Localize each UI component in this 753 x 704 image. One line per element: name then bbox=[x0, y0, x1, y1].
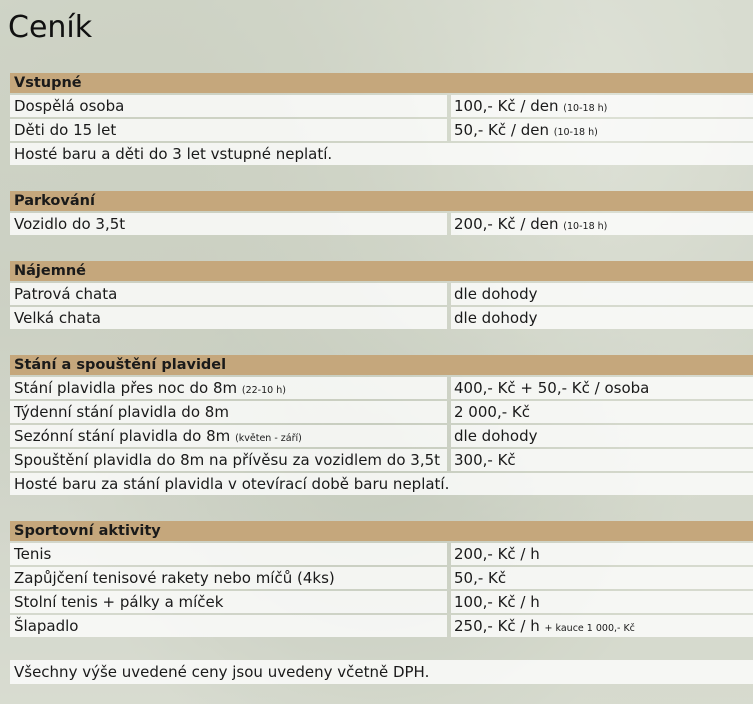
section-note: Hosté baru a děti do 3 let vstupné neplatí. bbox=[10, 143, 753, 165]
row-label: Vozidlo do 3,5t bbox=[10, 213, 447, 235]
table-row bbox=[10, 401, 753, 423]
section-heading: Stání a spouštění plavidel bbox=[10, 355, 753, 375]
section-heading: Parkování bbox=[10, 191, 753, 211]
section-najemne bbox=[10, 261, 753, 329]
row-price: dle dohody bbox=[451, 283, 753, 305]
table-row bbox=[10, 615, 753, 637]
section-heading: Nájemné bbox=[10, 261, 753, 281]
row-price: 100,- Kč / h bbox=[451, 591, 753, 613]
row-label: Sezónní stání plavidla do 8m (květen - září) bbox=[10, 425, 447, 447]
section-stani-plavidel bbox=[10, 355, 753, 495]
row-label: Týdenní stání plavidla do 8m bbox=[10, 401, 447, 423]
row-label: Zapůjčení tenisové rakety nebo míčů (4ks) bbox=[10, 567, 447, 589]
table-row bbox=[10, 567, 753, 589]
table-row bbox=[10, 591, 753, 613]
row-price: 200,- Kč / den (10-18 h) bbox=[451, 213, 753, 235]
section-heading: Vstupné bbox=[10, 73, 753, 93]
row-price: 50,- Kč bbox=[451, 567, 753, 589]
section-heading: Sportovní aktivity bbox=[10, 521, 753, 541]
section-parkovani bbox=[10, 191, 753, 235]
table-row bbox=[10, 377, 753, 399]
row-price: 400,- Kč + 50,- Kč / osoba bbox=[451, 377, 753, 399]
row-label: Velká chata bbox=[10, 307, 447, 329]
row-price: 200,- Kč / h bbox=[451, 543, 753, 565]
row-price: 300,- Kč bbox=[451, 449, 753, 471]
section-sportovni-aktivity bbox=[10, 521, 753, 637]
table-row bbox=[10, 213, 753, 235]
row-price: 250,- Kč / h + kauce 1 000,- Kč bbox=[451, 615, 753, 637]
row-price: 2 000,- Kč bbox=[451, 401, 753, 423]
row-label: Děti do 15 let bbox=[10, 119, 447, 141]
table-row bbox=[10, 543, 753, 565]
table-row bbox=[10, 119, 753, 141]
table-row bbox=[10, 283, 753, 305]
row-label: Stání plavidla přes noc do 8m (22-10 h) bbox=[10, 377, 447, 399]
section-vstupne bbox=[10, 73, 753, 165]
table-row bbox=[10, 95, 753, 117]
row-label: Stolní tenis + pálky a míček bbox=[10, 591, 447, 613]
row-price: 100,- Kč / den (10-18 h) bbox=[451, 95, 753, 117]
row-price: 50,- Kč / den (10-18 h) bbox=[451, 119, 753, 141]
table-row bbox=[10, 425, 753, 447]
row-label: Spouštění plavidla do 8m na přívěsu za vozidlem do 3,5t bbox=[10, 449, 447, 471]
row-label: Tenis bbox=[10, 543, 447, 565]
table-row bbox=[10, 307, 753, 329]
table-row bbox=[10, 449, 753, 471]
row-label: Dospělá osoba bbox=[10, 95, 447, 117]
vat-footer-note: Všechny výše uvedené ceny jsou uvedeny včetně DPH. bbox=[10, 660, 753, 684]
row-label: Patrová chata bbox=[10, 283, 447, 305]
section-note-row bbox=[10, 143, 753, 165]
row-price: dle dohody bbox=[451, 425, 753, 447]
row-price: dle dohody bbox=[451, 307, 753, 329]
section-note: Hosté baru za stání plavidla v otevírací době baru neplatí. bbox=[10, 473, 753, 495]
section-note-row bbox=[10, 473, 753, 495]
row-label: Šlapadlo bbox=[10, 615, 447, 637]
page-title: Ceník bbox=[8, 10, 93, 45]
